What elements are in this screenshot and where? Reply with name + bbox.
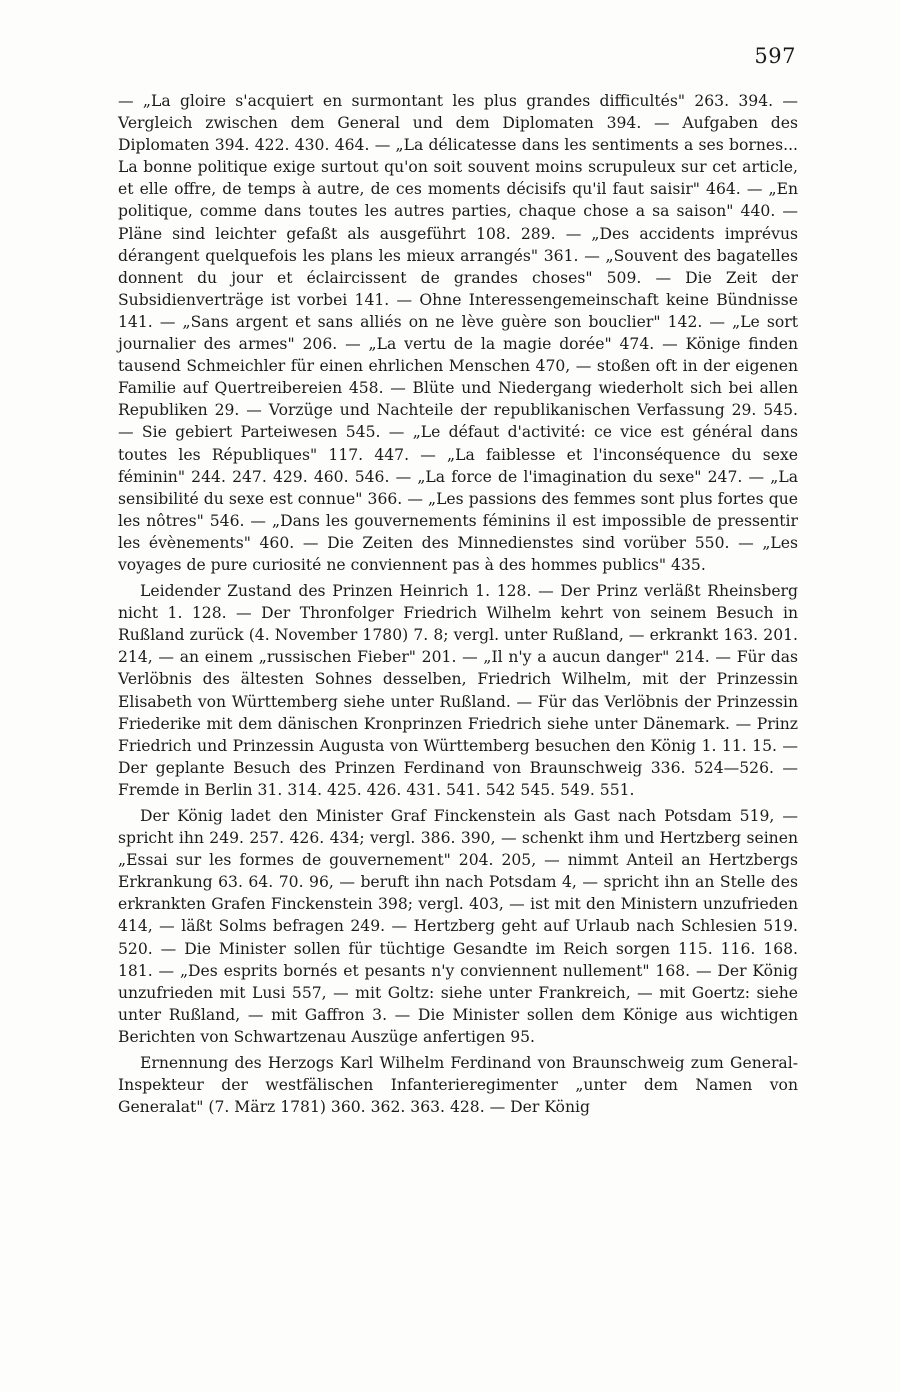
index-paragraph: Ernennung des Herzogs Karl Wilhelm Ferdinand von Braunschweig zum General-Inspekteur der westfälischen Infanterieregimenter „unter dem Namen von Generalat" (7. März 1781) 360. 362. 363. 428. — Der König	[118, 1054, 798, 1117]
page-number: 597	[754, 44, 796, 68]
index-text-body	[118, 90, 798, 1118]
index-paragraph: Der König ladet den Minister Graf Finckenstein als Gast nach Potsdam 519, — spricht ihn 249. 257. 426. 434; vergl. 386. 390, — schenkt ihm und Hertzberg seinen „Essai sur les formes de gouvernement" 204. 205, — nimmt Anteil an Hertzbergs Erkrankung 63. 64. 70. 96, — beruft ihn nach Potsdam 4, — spricht ihn an Stelle des erkrankten Grafen Finckenstein 398; vergl. 403, — ist mit den Ministern unzufrieden 414, — läßt Solms befragen 249. — Hertzberg geht auf Urlaub nach Schlesien 519. 520. — Die Minister sollen für tüchtige Gesandte im Reich sorgen 115. 116. 168. 181. — „Des esprits bornés et pesants n'y conviennent nullement" 168. — Der König unzufrieden mit Lusi 557, — mit Goltz: siehe unter Frankreich, — mit Goertz: siehe unter Rußland, — mit Gaffron 3. — Die Minister sollen dem Könige aus wichtigen Berichten von Schwartzenau Auszüge anfertigen 95.	[118, 807, 798, 1046]
index-paragraph: Leidender Zustand des Prinzen Heinrich 1. 128. — Der Prinz verläßt Rheinsberg nicht 1. 128. — Der Thronfolger Friedrich Wilhelm kehrt von seinem Besuch in Rußland zurück (4. November 1780) 7. 8; vergl. unter Rußland, — erkrankt 163. 201. 214, — an einem „russischen Fieber" 201. — „Il n'y a aucun danger" 214. — Für das Verlöbnis des ältesten Sohnes desselben, Friedrich Wilhelm, mit der Prinzessin Elisabeth von Württemberg siehe unter Rußland. — Für das Verlöbnis der Prinzessin Friederike mit dem dänischen Kronprinzen Friedrich siehe unter Dänemark. — Prinz Friedrich und Prinzessin Augusta von Württemberg besuchen den König 1. 11. 15. — Der geplante Besuch des Prinzen Ferdinand von Braunschweig 336. 524—526. — Fremde in Berlin 31. 314. 425. 426. 431. 541. 542 545. 549. 551.	[118, 582, 798, 799]
index-paragraph: — „La gloire s'acquiert en surmontant les plus grandes difficultés" 263. 394. — Vergleich zwischen dem General und dem Diplomaten 394. — Aufgaben des Diplomaten 394. 422. 430. 464. — „La délicatesse dans les sentiments a ses bornes... La bonne politique exige surtout qu'on soit souvent moins scrupuleux sur cet article, et elle offre, de temps à autre, de ces moments décisifs qu'il faut saisir" 464. — „En politique, comme dans toutes les autres parties, chaque chose a sa saison" 440. — Pläne sind leichter gefaßt als ausgeführt 108. 289. — „Des accidents imprévus dérangent quelquefois les plans les mieux arrangés" 361. — „Souvent des bagatelles donnent du jour et éclaircissent de grandes choses" 509. — Die Zeit der Subsidienverträge ist vorbei 141. — Ohne Interessengemeinschaft keine Bündnisse 141. — „Sans argent et sans alliés on ne lève guère son bouclier" 142. — „Le sort journalier des armes" 206. — „La vertu de la magie dorée" 474. — Könige finden tausend Schmeichler für einen ehrlichen Menschen 470, — stoßen oft in der eigenen Familie auf Quertreibereien 458. — Blüte und Niedergang wiederholt sich bei allen Republiken 29. — Vorzüge und Nachteile der republikanischen Verfassung 29. 545. — Sie gebiert Parteiwesen 545. — „Le défaut d'activité: ce vice est général dans toutes les Républiques" 117. 447. — „La faiblesse et l'inconséquence du sexe féminin" 244. 247. 429. 460. 546. — „La force de l'imagination du sexe" 247. — „La sensibilité du sexe est connue" 366. — „Les passions des femmes sont plus fortes que les nôtres" 546. — „Dans les gouvernements féminins il est impossible de pressentir les évènements" 460. — Die Zeiten des Minnedienstes sind vorüber 550. — „Les voyages de pure curiosité ne conviennent pas à des hommes publics" 435.	[118, 92, 798, 574]
